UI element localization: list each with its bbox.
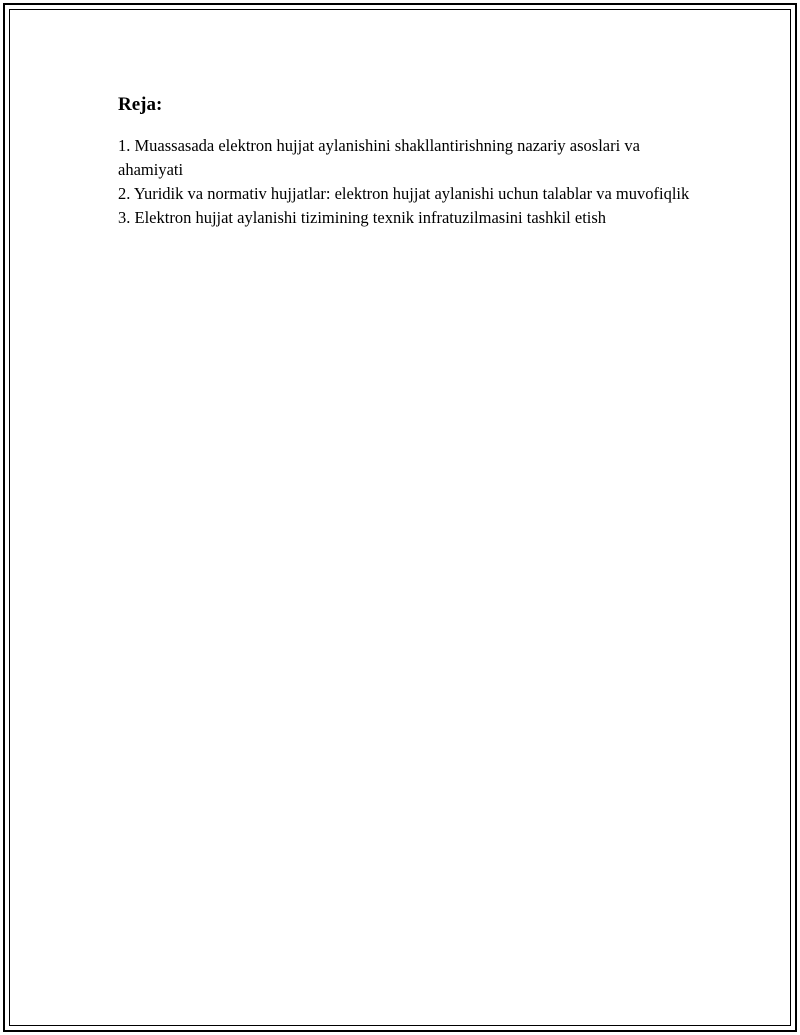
plan-item-3: 3. Elektron hujjat aylanishi tizimining texnik infratuzilmasini tashkil etish bbox=[118, 208, 607, 227]
plan-item-2: 2. Yuridik va normativ hujjatlar: elektron hujjat aylanishi uchun talablar va muvofiqlik bbox=[118, 184, 690, 203]
plan-heading: Reja: bbox=[118, 94, 163, 115]
plan-item-1: 1. Muassasada elektron hujjat aylanishini shakllantirishning nazariy asoslari va ahamiyati bbox=[118, 136, 640, 179]
document-content bbox=[118, 92, 698, 230]
plan-list bbox=[118, 134, 698, 230]
